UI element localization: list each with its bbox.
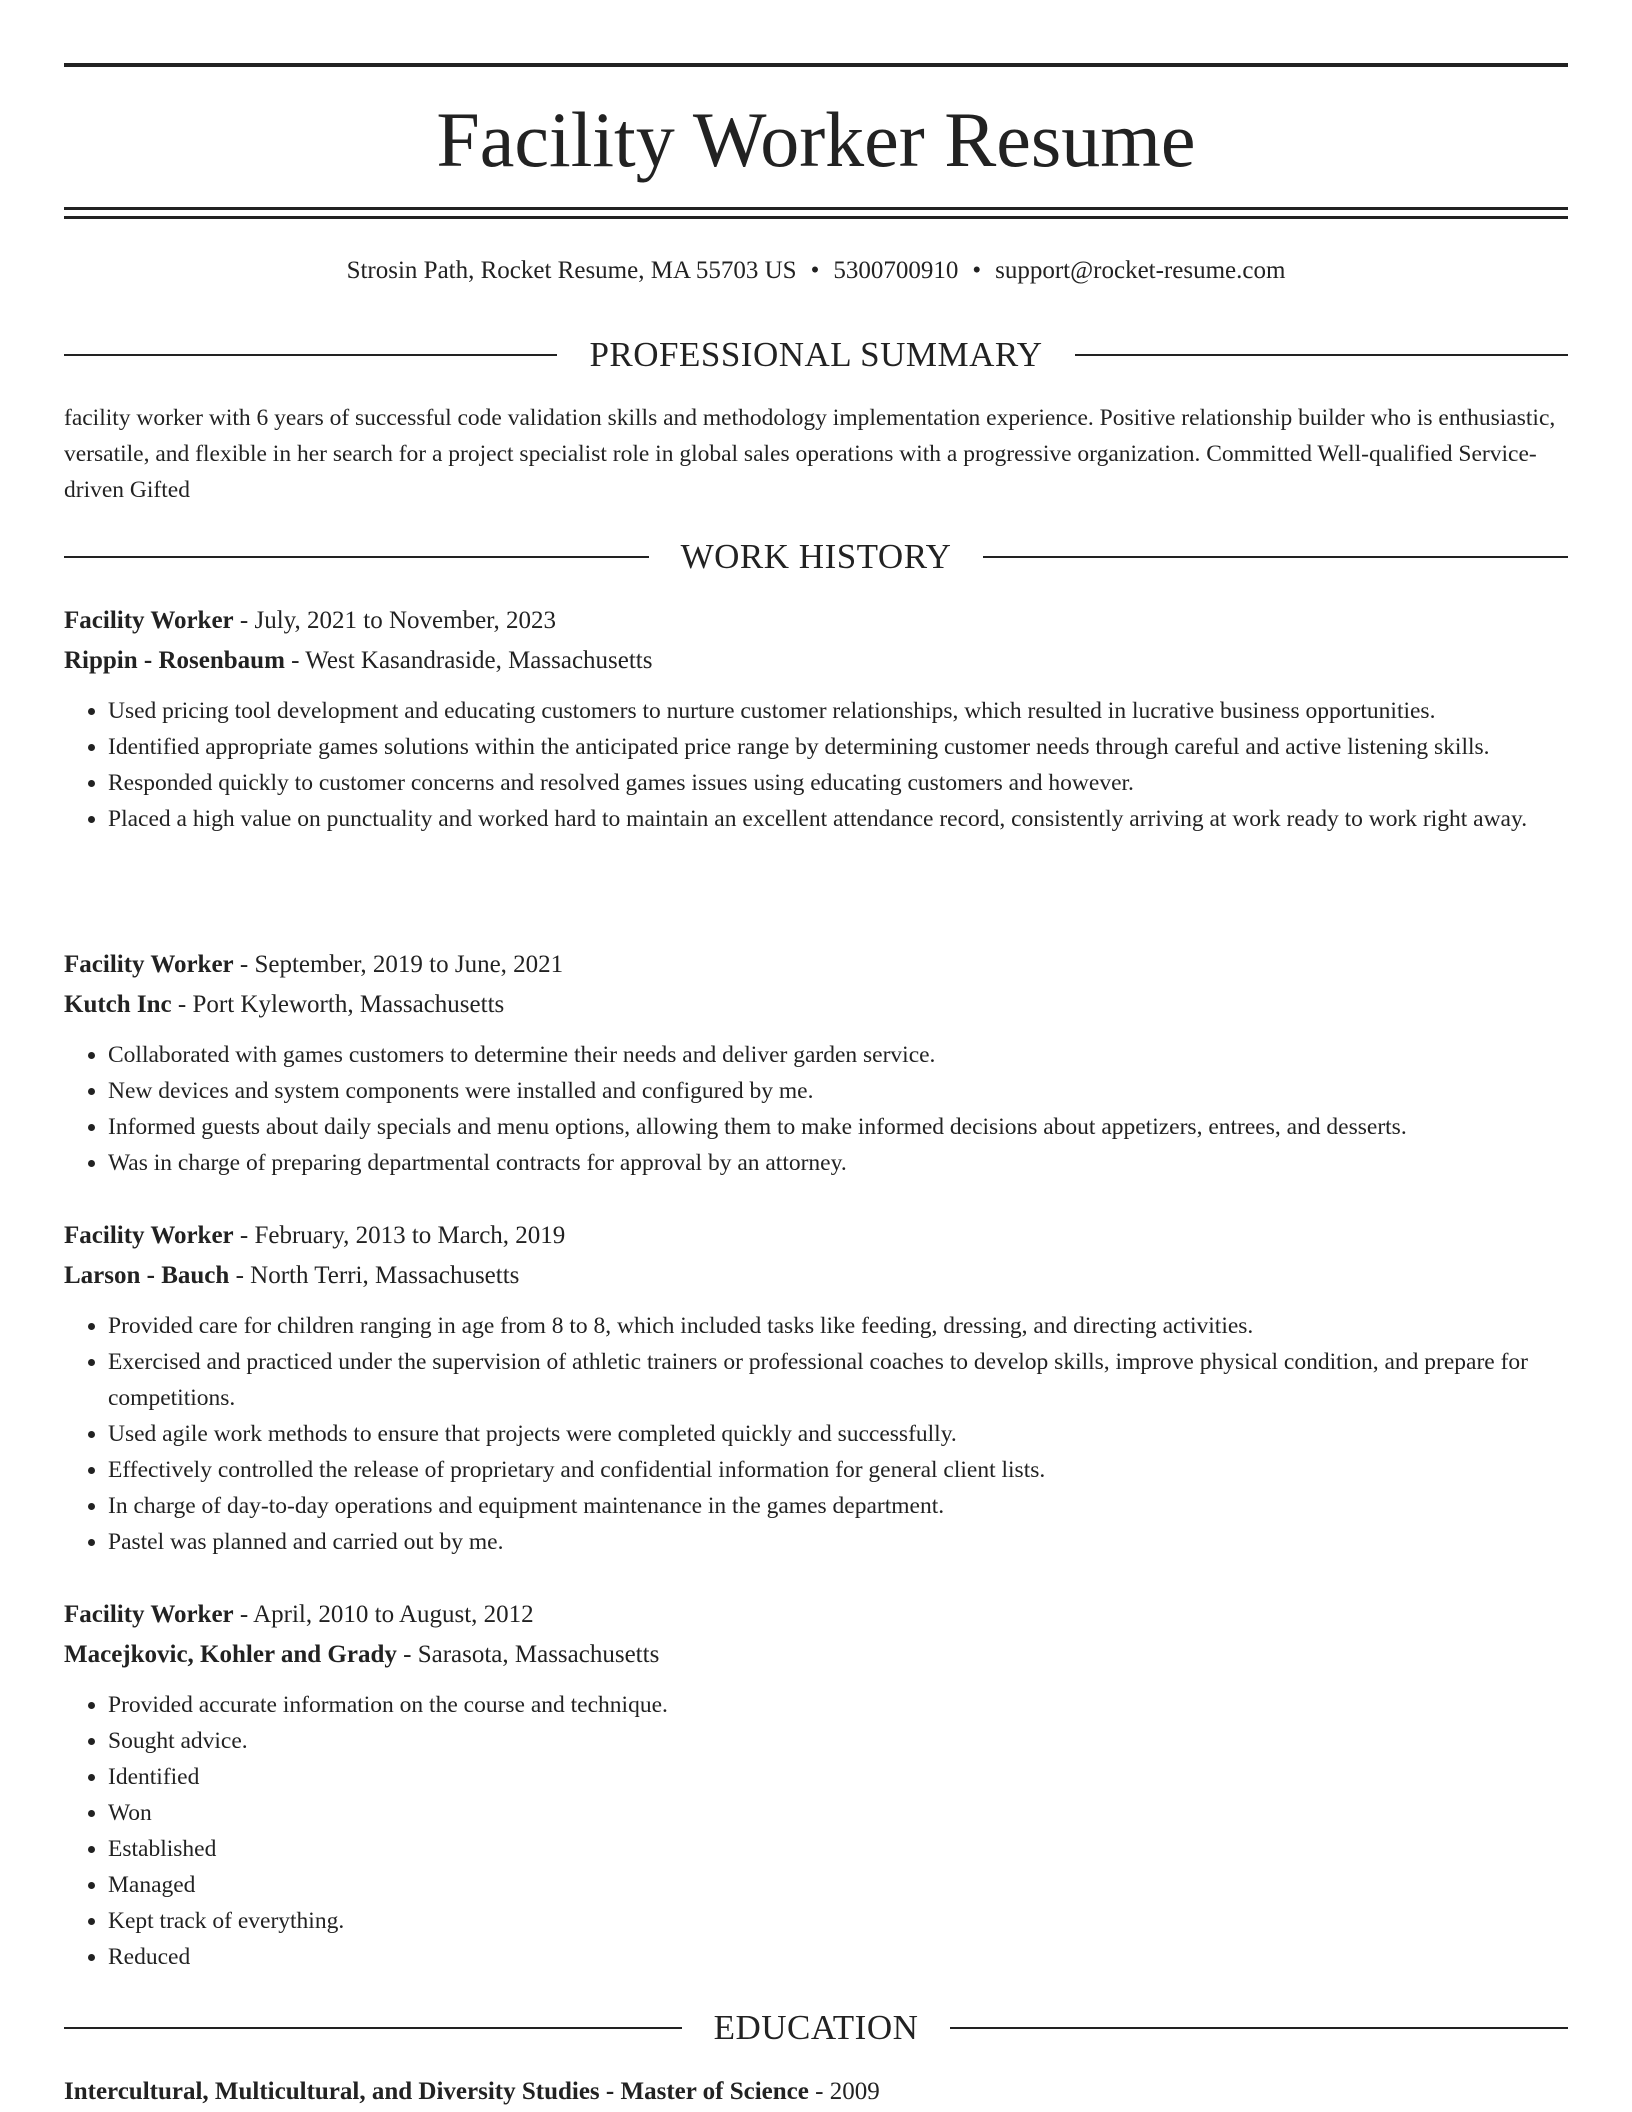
section-title: EDUCATION [713, 2008, 919, 2047]
job-company-line: Kutch Inc - Port Kyleworth, Massachusetts [64, 991, 505, 1018]
job-title: Facility Worker [64, 1601, 234, 1628]
list-item: • Won [108, 1795, 1568, 1831]
list-item: • Used agile work methods to ensure that projects were completed quickly and successfully. [108, 1416, 1568, 1452]
contact-address: Strosin Path, Rocket Resume, MA 55703 US [346, 257, 797, 284]
job-title: Facility Worker [64, 607, 234, 634]
job-dates: September, 2019 to June, 2021 [254, 951, 564, 978]
list-item: • Identified [108, 1759, 1568, 1795]
contact-phone: 5300700910 [833, 257, 959, 284]
list-item: • Responded quickly to customer concerns and resolved games issues using educating customers and however. [108, 765, 1568, 801]
section-heading-work-history [64, 535, 1568, 579]
title-double-rule-upper [64, 207, 1568, 210]
job-bullets [64, 1308, 1568, 1560]
job-dates: April, 2010 to August, 2012 [253, 1601, 534, 1628]
job-bullets [64, 1687, 1568, 1975]
job-location: West Kasandraside, Massachusetts [305, 647, 653, 674]
title-double-rule-lower [64, 216, 1568, 219]
job-entry [64, 1595, 1568, 1975]
job-company: Kutch Inc [64, 991, 172, 1018]
job-title: Facility Worker [64, 1222, 234, 1249]
job-title: Facility Worker [64, 951, 234, 978]
job-company: Macejkovic, Kohler and Grady [64, 1641, 397, 1668]
heading-rule-left [64, 2027, 682, 2029]
contact-separator: • [972, 257, 982, 284]
heading-rule-left [64, 354, 557, 356]
job-entry [64, 601, 1568, 837]
list-item: • Established [108, 1831, 1568, 1867]
job-company-line: Rippin - Rosenbaum - West Kasandraside, Massachusetts [64, 647, 653, 674]
job-dates: February, 2013 to March, 2019 [254, 1222, 566, 1249]
resume-title: Facility Worker Resume [436, 96, 1196, 183]
list-item: • Placed a high value on punctuality and worked hard to maintain an excellent attendance record, consistently arriving at work ready to work right away. [108, 801, 1568, 837]
job-location: Port Kyleworth, Massachusetts [192, 991, 505, 1018]
job-bullets [64, 693, 1568, 837]
list-item: • Provided care for children ranging in age from 8 to 8, which included tasks like feeding, dressing, and directing activities. [108, 1308, 1568, 1344]
section-title: PROFESSIONAL SUMMARY [589, 335, 1043, 374]
job-title-line: Facility Worker - September, 2019 to June, 2021 [64, 951, 564, 978]
list-item: • Kept track of everything. [108, 1903, 1568, 1939]
heading-rule-right [983, 556, 1568, 558]
education-field: Intercultural, Multicultural, and Diversity Studies [64, 2078, 600, 2105]
list-item: • Provided accurate information on the course and technique. [108, 1687, 1568, 1723]
list-item: • Exercised and practiced under the supervision of athletic trainers or professional coaches to develop skills, improve physical condition, and prepare for competitions. [108, 1344, 1568, 1416]
list-item: • Reduced [108, 1939, 1568, 1975]
job-company: Larson - Bauch [64, 1262, 230, 1289]
section-title: WORK HISTORY [680, 537, 952, 576]
education-year: 2009 [829, 2078, 880, 2105]
job-entry [64, 1216, 1568, 1560]
job-bullets [64, 1037, 1568, 1181]
list-item: • Pastel was planned and carried out by me. [108, 1524, 1568, 1560]
contact-separator: • [810, 257, 820, 284]
list-item: • Effectively controlled the release of proprietary and confidential information for general client lists. [108, 1452, 1568, 1488]
job-company: Rippin - Rosenbaum [64, 647, 285, 674]
job-company-line: Macejkovic, Kohler and Grady - Sarasota, Massachusetts [64, 1641, 660, 1668]
list-item: • New devices and system components were installed and configured by me. [108, 1073, 1568, 1109]
job-dates: July, 2021 to November, 2023 [254, 607, 556, 634]
contact-email: support@rocket-resume.com [995, 257, 1286, 284]
list-item: • Managed [108, 1867, 1568, 1903]
contact-line [64, 253, 1568, 289]
job-company-line: Larson - Bauch - North Terri, Massachusetts [64, 1262, 520, 1289]
job-title-line: Facility Worker - February, 2013 to March, 2019 [64, 1222, 566, 1249]
list-item: • Was in charge of preparing departmental contracts for approval by an attorney. [108, 1145, 1568, 1181]
job-location: Sarasota, Massachusetts [417, 1641, 660, 1668]
heading-rule-right [1075, 354, 1568, 356]
list-item: • In charge of day-to-day operations and equipment maintenance in the games department. [108, 1488, 1568, 1524]
list-item: • Identified appropriate games solutions within the anticipated price range by determining customer needs through careful and active listening skills. [108, 729, 1568, 765]
top-rule [64, 63, 1568, 67]
list-item: • Used pricing tool development and educating customers to nurture customer relationships, which resulted in lucrative business opportunities. [108, 693, 1568, 729]
summary-text: facility worker with 6 years of successful code validation skills and methodology implementation experience. Positive relationship builder who is enthusiastic, versatile, and flexible in her search for a project specialist role in global sales operations with a progressive organization. Committed Well-qualified Service-driven Gifted [64, 405, 1556, 503]
job-title-line: Facility Worker - July, 2021 to November, 2023 [64, 607, 556, 634]
job-location: North Terri, Massachusetts [250, 1262, 520, 1289]
education-entry: Intercultural, Multicultural, and Diversity Studies - Master of Science - 2009 [64, 2078, 880, 2105]
heading-rule-right [950, 2027, 1568, 2029]
section-heading-education [64, 2006, 1568, 2050]
education-degree: Master of Science [620, 2078, 809, 2105]
list-item: • Collaborated with games customers to determine their needs and deliver garden service. [108, 1037, 1568, 1073]
list-item: • Sought advice. [108, 1723, 1568, 1759]
job-entry [64, 945, 1568, 1181]
job-title-line: Facility Worker - April, 2010 to August, 2012 [64, 1601, 534, 1628]
heading-rule-left [64, 556, 649, 558]
list-item: • Informed guests about daily specials and menu options, allowing them to make informed decisions about appetizers, entrees, and desserts. [108, 1109, 1568, 1145]
section-heading-summary [64, 333, 1568, 377]
